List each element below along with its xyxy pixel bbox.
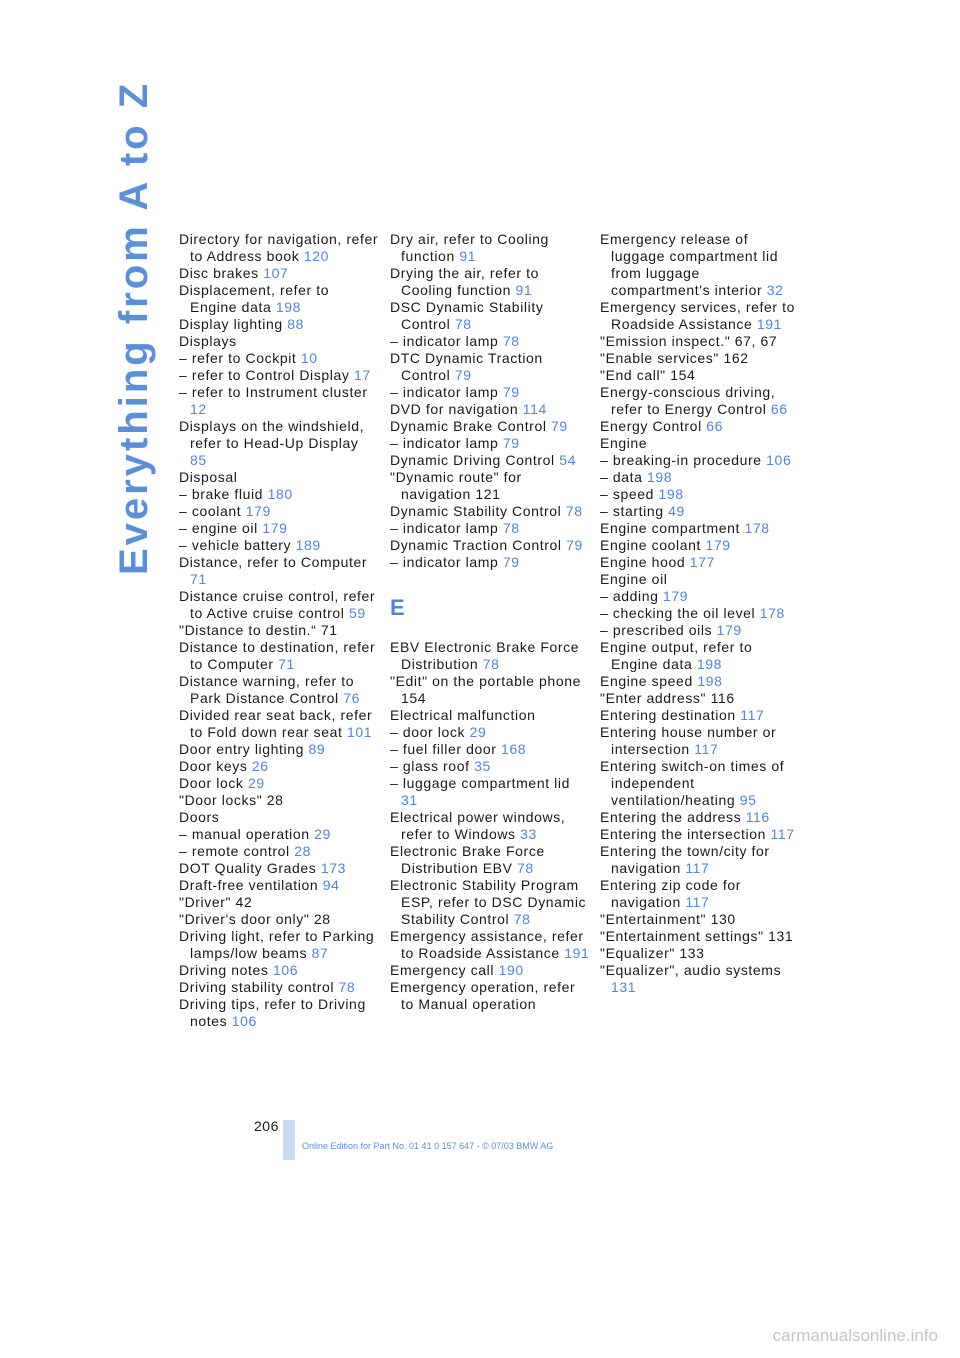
entry-text: "Door locks" 28 [179, 792, 284, 808]
entry-text: Electronic Stability Program ESP, refer to DSC Dynamic Stability Control [390, 877, 587, 927]
entry-text: Drying the air, refer to Cooling function [390, 265, 540, 298]
index-entry [179, 843, 379, 860]
page-reference-link[interactable]: 117 [685, 860, 710, 876]
page-reference-link[interactable]: 198 [696, 656, 722, 672]
page-reference-link[interactable]: 78 [517, 860, 534, 876]
index-entry [390, 231, 590, 265]
entry-text: Door lock [179, 775, 249, 791]
page-reference-link[interactable]: 101 [347, 724, 373, 740]
index-entry [179, 486, 379, 503]
page-reference-link[interactable]: 179 [663, 588, 689, 604]
index-entry [179, 826, 379, 843]
entry-text: DVD for navigation [390, 401, 523, 417]
page-reference-link[interactable]: 71 [278, 656, 295, 672]
index-entry [600, 469, 800, 486]
index-entry [179, 741, 379, 758]
index-entry [179, 979, 379, 996]
entry-text: – luggage compartment lid [390, 775, 570, 791]
entry-text: Driving tips, refer to Driving notes [179, 996, 366, 1029]
entry-text: "Dynamic route" for navigation 121 [390, 469, 522, 502]
page-reference-link[interactable]: 76 [343, 690, 361, 706]
index-entry [179, 316, 379, 333]
entry-text: "Driver's door only" 28 [179, 911, 331, 927]
side-title: Everything from A to Z [112, 80, 156, 575]
page-reference-link[interactable]: 94 [322, 877, 340, 893]
page-reference-link[interactable]: 79 [454, 367, 472, 383]
index-entry [179, 809, 379, 826]
index-entry [390, 741, 590, 758]
entry-text: Entering switch-on times of independent ventilation/heating [600, 758, 785, 808]
entry-text: Distance cruise control, refer to Active cruise control [179, 588, 376, 621]
index-entry [600, 537, 800, 554]
index-entry [600, 554, 800, 571]
index-entry [179, 469, 379, 486]
page-reference-link[interactable]: 29 [248, 775, 265, 791]
page-reference-link[interactable]: 106 [231, 1013, 257, 1029]
entry-text: Door entry lighting [179, 741, 309, 757]
index-entry [600, 333, 800, 350]
page-reference-link[interactable]: 178 [744, 520, 770, 536]
index-column-3 [600, 231, 800, 996]
index-entry [600, 418, 800, 435]
index-entry [179, 333, 379, 350]
index-entry [390, 843, 590, 877]
entry-text: Entering the address [600, 809, 746, 825]
entry-text: – prescribed oils [600, 622, 717, 638]
entry-text: "End call" 154 [600, 367, 696, 383]
entry-text: Divided rear seat back, refer to Fold down rear seat [179, 707, 373, 740]
entry-text: – fuel filler door [390, 741, 502, 757]
index-entry [390, 265, 590, 299]
page-reference-link[interactable]: 189 [295, 537, 321, 553]
page-reference-link[interactable]: 191 [756, 316, 783, 332]
index-entry [179, 639, 379, 673]
entry-text: – brake fluid [179, 486, 268, 502]
entry-text: Displacement, refer to Engine data [179, 282, 330, 315]
entry-text: Display lighting [179, 316, 288, 332]
index-entry [600, 911, 800, 928]
entry-text: Emergency assistance, refer to Roadside Assistance [390, 928, 584, 961]
entry-text: Displays [179, 333, 237, 349]
index-entry [600, 673, 800, 690]
index-entry [600, 877, 800, 911]
page-reference-link[interactable]: 78 [565, 503, 583, 519]
entry-text: Electrical malfunction [390, 707, 536, 723]
index-entry [600, 622, 800, 639]
entry-text: Distance warning, refer to Park Distance Control [179, 673, 355, 706]
entry-text: Entering destination [600, 707, 741, 723]
index-entry [390, 469, 590, 503]
watermark: carmanualsonline.info [772, 1326, 938, 1345]
entry-text: Engine speed [600, 673, 698, 689]
index-entry [390, 350, 590, 384]
entry-text: – remote control [179, 843, 295, 859]
entry-text: – checking the oil level [600, 605, 760, 621]
page-reference-link[interactable]: 95 [739, 792, 757, 808]
page-reference-link[interactable]: 78 [502, 333, 520, 349]
index-entry [179, 520, 379, 537]
index-entry [390, 435, 590, 452]
index-entry [600, 588, 800, 605]
page-reference-link[interactable]: 17 [353, 367, 371, 383]
index-entry [600, 639, 800, 673]
entry-text: Dynamic Driving Control [390, 452, 560, 468]
entry-text: Emergency services, refer to Roadside Assistance [600, 299, 795, 332]
entry-text: Electrical power windows, refer to Windows [390, 809, 566, 842]
index-entry [390, 299, 590, 333]
page-reference-link[interactable]: 106 [273, 962, 299, 978]
entry-text: Driving light, refer to Parking lamps/low beams [179, 928, 375, 961]
index-entry [179, 860, 379, 877]
entry-text: Entering house number or intersection [600, 724, 777, 757]
entry-text: – speed [600, 486, 659, 502]
entry-text: – refer to Cockpit [179, 350, 301, 366]
index-entry [600, 928, 800, 945]
index-entry [600, 809, 800, 826]
page-reference-link[interactable]: 198 [697, 673, 723, 689]
entry-text: Distance to destination, refer to Computer [179, 639, 376, 672]
index-entry [179, 758, 379, 775]
entry-text: – indicator lamp [390, 520, 503, 536]
index-entry [179, 673, 379, 707]
entry-text: Engine output, refer to Engine data [600, 639, 753, 672]
page-reference-link[interactable]: 179 [716, 622, 742, 638]
entry-text: "Equalizer", audio systems [600, 962, 782, 978]
entry-text: Dynamic Stability Control [390, 503, 566, 519]
index-entry [600, 571, 800, 588]
index-entry [179, 554, 379, 588]
page-reference-link[interactable]: 88 [287, 316, 305, 332]
page-reference-link[interactable]: 116 [745, 809, 770, 825]
page-reference-link[interactable]: 178 [759, 605, 785, 621]
index-entry [600, 690, 800, 707]
page-reference-link[interactable]: 78 [454, 316, 472, 332]
entry-text: Entering the intersection [600, 826, 771, 842]
entry-text: Draft-free ventilation [179, 877, 323, 893]
entry-text: Engine [600, 435, 648, 451]
index-entry [179, 367, 379, 384]
entry-text: EBV Electronic Brake Force Distribution [390, 639, 580, 672]
page-reference-link[interactable]: 54 [559, 452, 577, 468]
page-reference-link[interactable]: 91 [515, 282, 533, 298]
page-reference-link[interactable]: 198 [647, 469, 673, 485]
entry-text: "Entertainment settings" 131 [600, 928, 794, 944]
index-entry [179, 350, 379, 367]
page-reference-link[interactable]: 89 [308, 741, 326, 757]
index-entry [600, 503, 800, 520]
index-entry [600, 758, 800, 809]
entry-text: "Driver" 42 [179, 894, 253, 910]
entry-text: "Distance to destin.“ 71 [179, 622, 338, 638]
entry-text: "Enable services" 162 [600, 350, 749, 366]
page-reference-link[interactable]: 85 [190, 452, 207, 468]
index-entry [179, 622, 379, 639]
index-entry [179, 384, 379, 418]
index-entry [390, 520, 590, 537]
entry-text: Emergency call [390, 962, 499, 978]
index-entry [600, 962, 800, 996]
index-entry [390, 554, 590, 571]
page-reference-link[interactable]: 32 [766, 282, 784, 298]
page-reference-link[interactable]: 107 [263, 265, 289, 281]
index-entry [179, 707, 379, 741]
entry-text: Engine hood [600, 554, 690, 570]
entry-text: DSC Dynamic Stability Control [390, 299, 544, 332]
entry-text: Engine oil [600, 571, 668, 587]
index-entry [600, 350, 800, 367]
page-reference-link[interactable]: 31 [401, 792, 418, 808]
entry-text: – adding [600, 588, 664, 604]
index-entry [600, 520, 800, 537]
index-entry [600, 231, 800, 299]
entry-text: Driving stability control [179, 979, 339, 995]
column-2-top [390, 231, 590, 571]
entry-text: Entering the town/city for navigation [600, 843, 770, 876]
entry-text: Engine compartment [600, 520, 745, 536]
page-reference-link[interactable]: 106 [766, 452, 792, 468]
page-reference-link[interactable]: 79 [502, 554, 520, 570]
index-entry [390, 673, 590, 707]
entry-text: – breaking-in procedure [600, 452, 767, 468]
entry-text: – vehicle battery [179, 537, 296, 553]
page-reference-link[interactable]: 29 [314, 826, 331, 842]
page-reference-link[interactable]: 79 [566, 537, 583, 553]
index-column-2 [390, 231, 590, 1013]
page-reference-link[interactable]: 198 [275, 299, 301, 315]
index-entry [390, 979, 590, 1013]
page-marker-bar [283, 1120, 295, 1160]
page-reference-link[interactable]: 117 [770, 826, 795, 842]
column-2-bottom [390, 639, 590, 1013]
index-entry [600, 826, 800, 843]
index-entry [600, 299, 800, 333]
entry-text: – refer to Control Display [179, 367, 354, 383]
page-reference-link[interactable]: 198 [658, 486, 684, 502]
index-entry [179, 928, 379, 962]
index-entry [600, 707, 800, 724]
page-reference-link[interactable]: 190 [498, 962, 524, 978]
page-number: 206 [254, 1118, 279, 1134]
entry-text: – glass roof [390, 758, 475, 774]
index-entry [179, 265, 379, 282]
index-entry [179, 537, 379, 554]
entry-text: – manual operation [179, 826, 315, 842]
index-entry [179, 775, 379, 792]
entry-text: Emergency operation, refer to Manual operation [390, 979, 576, 1012]
index-entry [179, 894, 379, 911]
entry-text: Dry air, refer to Cooling function [390, 231, 549, 264]
index-entry [390, 639, 590, 673]
entry-text: – indicator lamp [390, 554, 503, 570]
entry-text: – coolant [179, 503, 246, 519]
entry-text: DTC Dynamic Traction Control [390, 350, 543, 383]
entry-text: Dynamic Brake Control [390, 418, 552, 434]
page-reference-link[interactable]: 10 [300, 350, 318, 366]
entry-text: "Emission inspect." 67, 67 [600, 333, 778, 349]
page-reference-link[interactable]: 59 [348, 605, 366, 621]
entry-text: Energy-conscious driving, refer to Energy Control [600, 384, 776, 417]
index-entry [390, 401, 590, 418]
index-entry [600, 724, 800, 758]
entry-text: Engine coolant [600, 537, 706, 553]
index-entry [390, 962, 590, 979]
index-entry [179, 282, 379, 316]
page-reference-link[interactable]: 78 [513, 911, 531, 927]
index-entry [600, 945, 800, 962]
entry-text: Energy Control [600, 418, 707, 434]
entry-text: Electronic Brake Force Distribution EBV [390, 843, 545, 876]
page-reference-link[interactable]: 173 [320, 860, 347, 876]
entry-text: Disc brakes [179, 265, 264, 281]
entry-text: – indicator lamp [390, 435, 503, 451]
index-entry [179, 418, 379, 469]
index-entry [179, 911, 379, 928]
page-reference-link[interactable]: 71 [190, 571, 207, 587]
page-reference-link[interactable]: 177 [689, 554, 715, 570]
page-reference-link[interactable]: 29 [469, 724, 487, 740]
entry-text: – indicator lamp [390, 333, 503, 349]
index-entry [390, 758, 590, 775]
page-reference-link[interactable]: 79 [551, 418, 568, 434]
index-entry [600, 486, 800, 503]
index-entry [179, 503, 379, 520]
index-entry [179, 231, 379, 265]
entry-text: "Enter address" 116 [600, 690, 735, 706]
index-entry [390, 809, 590, 843]
page-reference-link[interactable]: 180 [267, 486, 293, 502]
index-entry [179, 877, 379, 894]
page-reference-link[interactable]: 12 [190, 401, 207, 417]
entry-text: Dynamic Traction Control [390, 537, 567, 553]
index-column-1 [179, 231, 379, 1030]
entry-text: Directory for navigation, refer to Address book [179, 231, 379, 264]
index-entry [390, 503, 590, 520]
page-reference-link[interactable]: 191 [564, 945, 590, 961]
entry-text: DOT Quality Grades [179, 860, 321, 876]
page-reference-link[interactable]: 28 [294, 843, 312, 859]
index-entry [600, 605, 800, 622]
entry-text: Emergency release of luggage compartment lid from luggage compartment's interior [600, 231, 779, 298]
entry-text: – engine oil [179, 520, 263, 536]
entry-text: Door keys [179, 758, 252, 774]
entry-text: – indicator lamp [390, 384, 503, 400]
index-entry [390, 418, 590, 435]
entry-text: – refer to Instrument cluster [179, 384, 368, 400]
entry-text: "Entertainment" 130 [600, 911, 736, 927]
index-entry [390, 452, 590, 469]
index-entry [390, 707, 590, 724]
page-reference-link[interactable]: 87 [311, 945, 329, 961]
index-entry [390, 928, 590, 962]
entry-text: "Equalizer" 133 [600, 945, 705, 961]
page-reference-link[interactable]: 120 [303, 248, 330, 264]
entry-text: "Edit" on the portable phone 154 [390, 673, 581, 706]
page-reference-link[interactable]: 79 [502, 435, 520, 451]
index-entry [600, 435, 800, 452]
page-reference-link[interactable]: 33 [520, 826, 537, 842]
index-entry [390, 537, 590, 554]
page-reference-link[interactable]: 66 [706, 418, 724, 434]
index-entry [390, 877, 590, 928]
index-entry [179, 588, 379, 622]
index-entry [390, 333, 590, 350]
page-reference-link[interactable]: 131 [611, 979, 637, 995]
entry-text: – door lock [390, 724, 470, 740]
index-entry [600, 384, 800, 418]
entry-text: Distance, refer to Computer [179, 554, 368, 570]
index-entry [600, 452, 800, 469]
entry-text: Disposal [179, 469, 238, 485]
page-reference-link[interactable]: 179 [245, 503, 271, 519]
page-reference-link[interactable]: 117 [694, 741, 719, 757]
page-reference-link[interactable]: 168 [501, 741, 527, 757]
index-entry [390, 384, 590, 401]
page-reference-link[interactable]: 66 [770, 401, 788, 417]
index-entry [390, 724, 590, 741]
page-reference-link[interactable]: 78 [482, 656, 500, 672]
footer-edition-note: Online Edition for Part No. 01 41 0 157 647 - © 07/03 BMW AG [302, 1141, 554, 1151]
page-reference-link[interactable]: 49 [668, 503, 685, 519]
page-reference-link[interactable]: 79 [502, 384, 520, 400]
index-entry [600, 367, 800, 384]
page-reference-link[interactable]: 117 [740, 707, 765, 723]
index-entry [179, 792, 379, 809]
entry-text: Displays on the windshield, refer to Head-Up Display [179, 418, 365, 451]
page-reference-link[interactable]: 179 [262, 520, 288, 536]
page-reference-link[interactable]: 78 [502, 520, 520, 536]
page-reference-link[interactable]: 91 [459, 248, 477, 264]
page-reference-link[interactable]: 117 [685, 894, 710, 910]
entry-text: Driving notes [179, 962, 273, 978]
index-entry [390, 775, 590, 809]
page-reference-link[interactable]: 114 [522, 401, 547, 417]
section-letter: E [390, 595, 405, 620]
page-reference-link[interactable]: 26 [251, 758, 269, 774]
index-entry [179, 996, 379, 1030]
entry-text: Doors [179, 809, 220, 825]
page-reference-link[interactable]: 179 [705, 537, 731, 553]
index-entry [600, 843, 800, 877]
entry-text: – starting [600, 503, 669, 519]
page-reference-link[interactable]: 78 [338, 979, 356, 995]
entry-text: – data [600, 469, 648, 485]
page-reference-link[interactable]: 35 [474, 758, 491, 774]
index-entry [179, 962, 379, 979]
entry-text: Entering zip code for navigation [600, 877, 742, 910]
